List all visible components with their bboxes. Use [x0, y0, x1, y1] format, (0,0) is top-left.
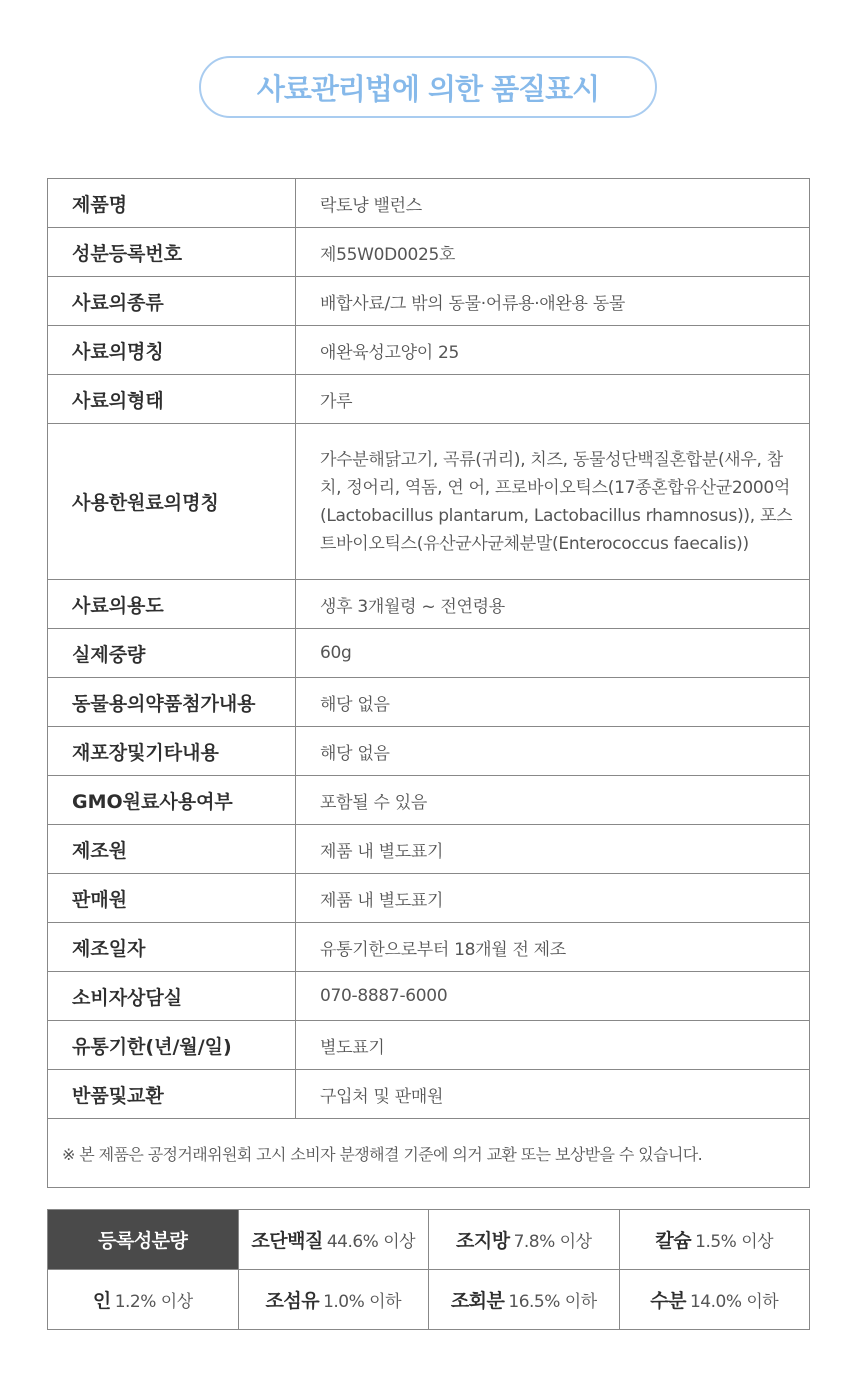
- nutrient-name: 조단백질: [251, 1230, 323, 1252]
- row-value: 070-8887-6000: [296, 972, 810, 1021]
- row-label: 소비자상담실: [48, 972, 296, 1021]
- table-row: [48, 1270, 810, 1330]
- row-value-ingredients: 가수분해닭고기, 곡류(귀리), 치즈, 동물성단백질혼합분(새우, 참치, 정어리, 역돔, 연 어, 프로바이오틱스(17종혼합유산균2000억(Lactobacillus plantarum, Lactobacillus rhamnosus)), 포스 트바이오틱스(유산균사균체분말(Enterococcus faecalis)): [296, 424, 810, 580]
- table-row: [48, 874, 810, 923]
- nutrient-name: 수분: [650, 1290, 686, 1312]
- table-row: [48, 1021, 810, 1070]
- row-label: 유통기한(년/월/일): [48, 1021, 296, 1070]
- composition-table: [47, 1209, 810, 1330]
- row-value: 제55W0D0025호: [296, 228, 810, 277]
- row-value: 해당 없음: [296, 727, 810, 776]
- row-value: 포함될 수 있음: [296, 776, 810, 825]
- nutrient-name: 인: [92, 1290, 111, 1312]
- row-value: 락토냥 밸런스: [296, 179, 810, 228]
- row-label: 제조원: [48, 825, 296, 874]
- table-row: [48, 179, 810, 228]
- table-row: [48, 326, 810, 375]
- row-label: 성분등록번호: [48, 228, 296, 277]
- row-label: 동물용의약품첨가내용: [48, 678, 296, 727]
- table-row: [48, 375, 810, 424]
- page-title: 사료관리법에 의한 품질표시: [256, 71, 600, 106]
- row-value: 제품 내 별도표기: [296, 874, 810, 923]
- row-label: 사용한원료의명칭: [48, 424, 296, 580]
- composition-cell: [429, 1270, 620, 1330]
- row-value: 제품 내 별도표기: [296, 825, 810, 874]
- table-row-note: [48, 1119, 810, 1188]
- row-value: 60g: [296, 629, 810, 678]
- table-row: [48, 629, 810, 678]
- row-label: 반품및교환: [48, 1070, 296, 1119]
- quality-info-table: [47, 178, 810, 1188]
- table-row: [48, 825, 810, 874]
- nutrient-value: 44.6% 이상: [326, 1232, 416, 1252]
- table-row: [48, 228, 810, 277]
- table-row: [48, 580, 810, 629]
- table-row: [48, 727, 810, 776]
- row-label: 재포장및기타내용: [48, 727, 296, 776]
- row-value: 별도표기: [296, 1021, 810, 1070]
- nutrient-name: 조섬유: [265, 1290, 320, 1312]
- composition-cell: [48, 1270, 239, 1330]
- nutrient-name: 칼슘: [655, 1230, 692, 1252]
- nutrient-name: 조지방: [456, 1230, 510, 1252]
- nutrient-value: 14.0% 이하: [689, 1292, 779, 1312]
- table-row: [48, 678, 810, 727]
- nutrient-value: 1.5% 이상: [695, 1232, 774, 1252]
- nutrient-value: 7.8% 이상: [513, 1232, 592, 1252]
- row-value: 생후 3개월령 ~ 전연령용: [296, 580, 810, 629]
- composition-cell: [238, 1210, 429, 1270]
- table-row: [48, 1210, 810, 1270]
- table-row: [48, 923, 810, 972]
- table-row: [48, 776, 810, 825]
- row-label: 실제중량: [48, 629, 296, 678]
- nutrient-value: 16.5% 이하: [508, 1292, 597, 1312]
- page-title-pill: [199, 56, 657, 118]
- row-label: GMO원료사용여부: [48, 776, 296, 825]
- row-value: 유통기한으로부터 18개월 전 제조: [296, 923, 810, 972]
- row-label: 제조일자: [48, 923, 296, 972]
- row-value: 애완육성고양이 25: [296, 326, 810, 375]
- nutrient-value: 1.0% 이하: [323, 1292, 401, 1312]
- row-label: 사료의용도: [48, 580, 296, 629]
- row-value: 해당 없음: [296, 678, 810, 727]
- row-value: 가루: [296, 375, 810, 424]
- row-value: 구입처 및 판매원: [296, 1070, 810, 1119]
- table-row: [48, 972, 810, 1021]
- row-label: 사료의종류: [48, 277, 296, 326]
- composition-cell: [619, 1270, 810, 1330]
- row-label: 판매원: [48, 874, 296, 923]
- row-label: 사료의명칭: [48, 326, 296, 375]
- composition-cell: [619, 1210, 810, 1270]
- composition-cell: [238, 1270, 429, 1330]
- row-label: 사료의형태: [48, 375, 296, 424]
- nutrient-value: 1.2% 이상: [114, 1292, 193, 1312]
- table-row: [48, 1070, 810, 1119]
- composition-header: 등록성분량: [48, 1210, 239, 1270]
- row-value: 배합사료/그 밖의 동물·어류용·애완용 동물: [296, 277, 810, 326]
- table-row: [48, 277, 810, 326]
- nutrient-name: 조회분: [450, 1290, 505, 1312]
- composition-cell: [429, 1210, 620, 1270]
- table-row: [48, 424, 810, 580]
- row-label: 제품명: [48, 179, 296, 228]
- exchange-note: ※ 본 제품은 공정거래위원회 고시 소비자 분쟁해결 기준에 의거 교환 또는 보상받을 수 있습니다.: [48, 1119, 810, 1188]
